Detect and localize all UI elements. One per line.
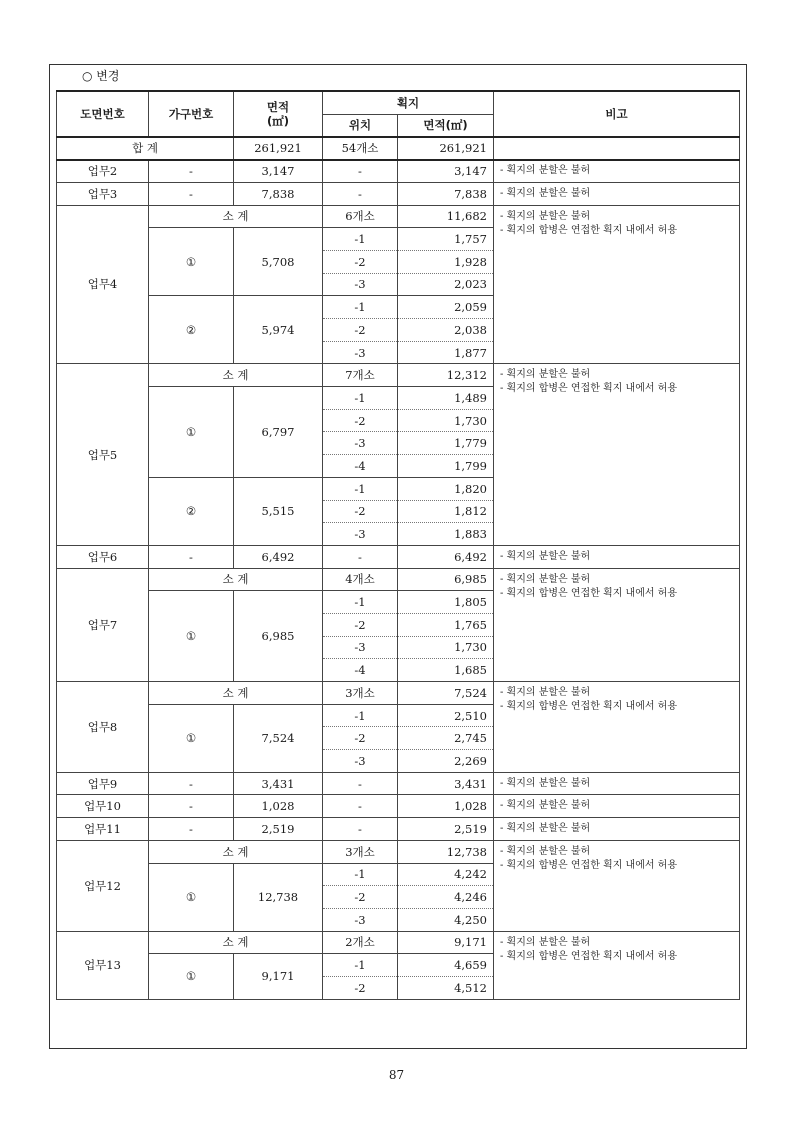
block-area: 9,171 [234,954,323,999]
block-area: 5,974 [234,296,323,364]
remark [494,568,740,681]
lot-area: 1,730 [398,409,494,432]
block-dash: - [149,818,234,841]
block-area: 5,708 [234,228,323,296]
block-dash: - [149,795,234,818]
section-label: ○ 변경 [82,69,120,83]
subtotal-area: 12,738 [398,840,494,863]
lot-area: 1,812 [398,500,494,523]
lot-area: 3,431 [398,772,494,795]
total-count: 54개소 [323,137,398,160]
remark [494,205,740,364]
block-no: ① [149,704,234,772]
lot-dash: - [323,818,398,841]
total-remarks [494,137,740,160]
block-area: 1,028 [234,795,323,818]
remark: - 획지의 분할은 불허 [494,545,740,568]
subtotal-count: 7개소 [323,364,398,387]
subtotal-label: 소 계 [149,682,323,705]
subtotal-label: 소 계 [149,931,323,954]
lot-area: 2,510 [398,704,494,727]
remark-merge: - 획지의 합병은 연접한 획지 내에서 허용 [500,950,678,962]
lot-area: 1,805 [398,591,494,614]
drawing-name: 업무13 [57,931,149,999]
lot-pos: -1 [323,296,398,319]
table-row [57,682,740,705]
lot-area: 7,838 [398,182,494,205]
lot-area: 2,059 [398,296,494,319]
lot-area: 1,779 [398,432,494,455]
table-row [57,364,740,387]
block-no: ① [149,591,234,682]
table-row [57,931,740,954]
lot-pos: -2 [323,727,398,750]
drawing-name: 업무4 [57,205,149,364]
subtotal-label: 소 계 [149,364,323,387]
block-area: 7,524 [234,704,323,772]
total-row [57,137,740,160]
remark-no-split: - 획지의 분할은 불허 [500,369,591,381]
block-dash: - [149,182,234,205]
lot-dash: - [323,182,398,205]
subtotal-count: 4개소 [323,568,398,591]
drawing-name: 업무9 [57,772,149,795]
lot-area: 2,269 [398,750,494,773]
table-row [57,568,740,591]
subtotal-label: 소 계 [149,568,323,591]
header-area [234,91,323,137]
drawing-name: 업무2 [57,160,149,183]
header-remarks: 비고 [494,91,740,137]
lot-dash: - [323,545,398,568]
lot-area: 2,023 [398,273,494,296]
drawing-name: 업무3 [57,182,149,205]
remark-merge: - 획지의 합병은 연접한 획지 내에서 허용 [500,859,678,871]
block-area: 2,519 [234,818,323,841]
subtotal-label: 소 계 [149,840,323,863]
block-no: ① [149,387,234,478]
subtotal-area: 6,985 [398,568,494,591]
lot-area: 2,519 [398,818,494,841]
total-label: 합 계 [57,137,234,160]
table-row [57,840,740,863]
table-row [57,545,740,568]
lot-pos: -2 [323,250,398,273]
drawing-name: 업무5 [57,364,149,546]
drawing-name: 업무12 [57,840,149,931]
block-no: ② [149,477,234,545]
block-area: 12,738 [234,863,323,931]
drawing-name: 업무11 [57,818,149,841]
block-area: 3,147 [234,160,323,183]
lot-pos: -3 [323,750,398,773]
lot-dash: - [323,160,398,183]
remark-no-split: - 획지의 분할은 불허 [500,936,591,948]
lot-pos: -1 [323,228,398,251]
lot-area: 1,928 [398,250,494,273]
lot-pos: -2 [323,500,398,523]
subtotal-count: 3개소 [323,682,398,705]
drawing-name: 업무10 [57,795,149,818]
block-area: 6,492 [234,545,323,568]
lot-pos: -1 [323,863,398,886]
remark-no-split: - 획지의 분할은 불허 [500,573,591,585]
lot-pos: -1 [323,387,398,410]
lot-pos: -2 [323,886,398,909]
remark-no-split: - 획지의 분할은 불허 [500,687,591,698]
remark [494,364,740,546]
header-area-line2: (㎡) [266,114,289,128]
subtotal-count: 6개소 [323,205,398,228]
table-row [57,772,740,795]
remark-no-split: - 획지의 분할은 불허 [500,210,591,222]
lot-pos: -4 [323,659,398,682]
lot-table [56,90,740,1000]
lot-area: 1,820 [398,477,494,500]
lot-area: 1,765 [398,613,494,636]
lot-area: 1,799 [398,455,494,478]
remark-no-split: - 획지의 분할은 불허 [500,845,591,857]
block-dash: - [149,772,234,795]
lot-area: 1,757 [398,228,494,251]
remark: - 획지의 분할은 불허 [494,772,740,795]
block-no: ① [149,228,234,296]
remark-merge: - 획지의 합병은 연접한 획지 내에서 허용 [500,383,678,395]
block-area: 6,797 [234,387,323,478]
lot-area: 4,242 [398,863,494,886]
block-area: 5,515 [234,477,323,545]
subtotal-count: 3개소 [323,840,398,863]
lot-pos: -3 [323,341,398,364]
block-no: ① [149,863,234,931]
lot-area: 4,659 [398,954,494,977]
lot-area: 1,489 [398,387,494,410]
header-area-line1: 면적 [266,100,290,114]
lot-pos: -1 [323,704,398,727]
drawing-name: 업무8 [57,682,149,773]
lot-area: 6,492 [398,545,494,568]
remark-merge: - 획지의 합병은 연접한 획지 내에서 허용 [500,224,678,236]
lot-pos: -3 [323,636,398,659]
lot-area: 1,685 [398,659,494,682]
table-row [57,182,740,205]
subtotal-area: 7,524 [398,682,494,705]
block-dash: - [149,545,234,568]
lot-area: 3,147 [398,160,494,183]
block-no: ① [149,954,234,999]
lot-pos: -3 [323,908,398,931]
remark: - 획지의 분할은 불허 [494,182,740,205]
lot-pos: -2 [323,319,398,342]
lot-area: 1,883 [398,523,494,546]
lot-area: 1,877 [398,341,494,364]
table-row [57,160,740,183]
lot-dash: - [323,795,398,818]
lot-pos: -1 [323,954,398,977]
header-block-no: 가구번호 [149,91,234,137]
lot-dash: - [323,772,398,795]
drawing-name: 업무6 [57,545,149,568]
block-area: 7,838 [234,182,323,205]
header-lot-area: 면적(㎡) [398,114,494,137]
lot-pos: -4 [323,455,398,478]
lot-pos: -3 [323,523,398,546]
remark: - 획지의 분할은 불허 [494,818,740,841]
lot-pos: -2 [323,976,398,999]
total-area: 261,921 [234,137,323,160]
table-row [57,818,740,841]
header-lot: 획지 [323,91,494,114]
remark-merge: - 획지의 합병은 연접한 획지 내에서 허용 [500,587,678,599]
total-lot-area: 261,921 [398,137,494,160]
lot-area: 4,512 [398,976,494,999]
drawing-name: 업무7 [57,568,149,681]
block-area: 6,985 [234,591,323,682]
lot-pos: -3 [323,273,398,296]
remark [494,682,740,773]
header-location: 위치 [323,114,398,137]
lot-area: 2,038 [398,319,494,342]
lot-pos: -1 [323,477,398,500]
block-area: 3,431 [234,772,323,795]
block-dash: - [149,160,234,183]
header-drawing-no: 도면번호 [57,91,149,137]
lot-area: 1,028 [398,795,494,818]
lot-area: 1,730 [398,636,494,659]
subtotal-area: 12,312 [398,364,494,387]
lot-area: 4,246 [398,886,494,909]
subtotal-count: 2개소 [323,931,398,954]
lot-area: 4,250 [398,908,494,931]
lot-pos: -2 [323,409,398,432]
lot-area: 2,745 [398,727,494,750]
table-row [57,205,740,228]
remark: - 획지의 분할은 불허 [494,795,740,818]
remark: - 획지의 분할은 불허 [494,160,740,183]
remark-merge: - 획지의 합병은 연접한 획지 내에서 허용 [500,701,678,712]
lot-pos: -1 [323,591,398,614]
lot-pos: -2 [323,613,398,636]
lot-pos: -3 [323,432,398,455]
block-no: ② [149,296,234,364]
remark [494,840,740,931]
subtotal-label: 소 계 [149,205,323,228]
remark [494,931,740,999]
table-row [57,795,740,818]
subtotal-area: 9,171 [398,931,494,954]
subtotal-area: 11,682 [398,205,494,228]
page-number: 87 [388,1068,405,1082]
